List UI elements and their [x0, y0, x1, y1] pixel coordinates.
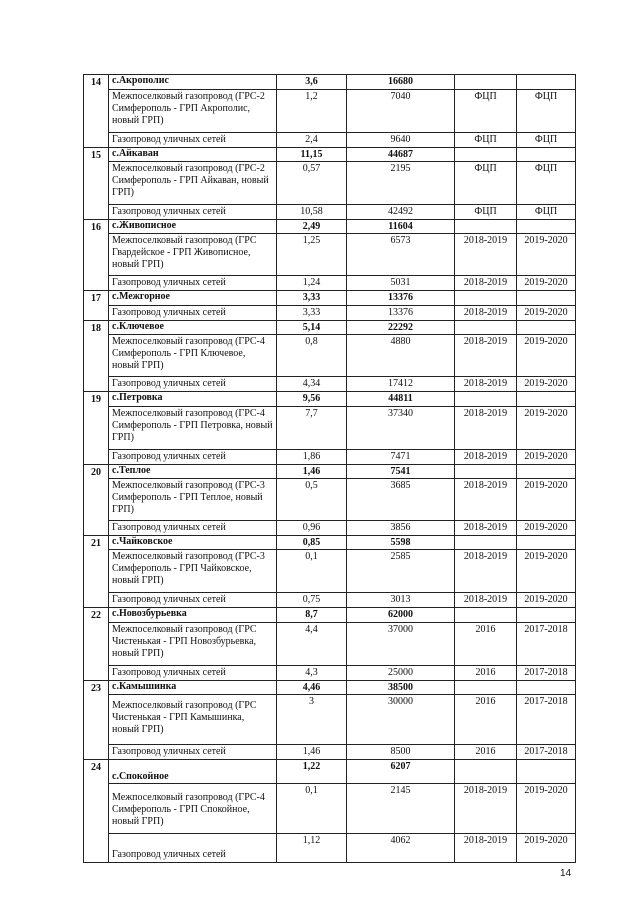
row-number: 24: [84, 760, 109, 863]
pipeline-length: 1,25: [277, 234, 347, 276]
pipeline-cost: 6573: [347, 234, 455, 276]
village-length: 9,56: [277, 392, 347, 407]
pipeline-cost: 2145: [347, 784, 455, 834]
village-cost: 44811: [347, 392, 455, 407]
pipeline-length: 4,3: [277, 666, 347, 681]
construction-period: ФЦП: [517, 162, 576, 205]
village-name: с.Камышинка: [109, 681, 277, 695]
row-number: 22: [84, 608, 109, 681]
design-period: 2018-2019: [455, 306, 517, 321]
empty-cell: [455, 760, 517, 784]
pipeline-description: Межпоселковый газопровод (ГРС-3 Симферополь - ГРП Чайковское, новый ГРП): [109, 550, 277, 593]
pipeline-row: [84, 784, 576, 834]
village-name: с.Спокойное: [109, 760, 277, 784]
pipeline-row: [84, 234, 576, 276]
pipeline-length: 0,5: [277, 479, 347, 521]
construction-period: 2019-2020: [517, 593, 576, 608]
empty-cell: [455, 681, 517, 695]
design-period: ФЦП: [455, 90, 517, 133]
construction-period: 2019-2020: [517, 550, 576, 593]
village-cost: 22292: [347, 321, 455, 335]
village-length: 1,46: [277, 465, 347, 479]
pipeline-cost: 3013: [347, 593, 455, 608]
design-period: 2016: [455, 666, 517, 681]
pipeline-description: Газопровод уличных сетей: [109, 306, 277, 321]
construction-period: 2019-2020: [517, 784, 576, 834]
pipeline-description: Газопровод уличных сетей: [109, 834, 277, 863]
pipeline-length: 0,96: [277, 521, 347, 536]
construction-period: 2019-2020: [517, 276, 576, 291]
construction-period: ФЦП: [517, 133, 576, 148]
pipeline-row: [84, 623, 576, 666]
pipeline-description: Межпоселковый газопровод (ГРС-4 Симферополь - ГРП Спокойное, новый ГРП): [109, 784, 277, 834]
empty-cell: [517, 681, 576, 695]
pipeline-cost: 5031: [347, 276, 455, 291]
pipeline-row: [84, 407, 576, 450]
village-cost: 16680: [347, 75, 455, 90]
row-number: 17: [84, 291, 109, 321]
pipeline-cost: 17412: [347, 377, 455, 392]
construction-period: 2017-2018: [517, 666, 576, 681]
pipeline-cost: 37340: [347, 407, 455, 450]
village-length: 3,6: [277, 75, 347, 90]
pipeline-description: Газопровод уличных сетей: [109, 377, 277, 392]
design-period: 2018-2019: [455, 550, 517, 593]
pipeline-row: [84, 335, 576, 377]
pipeline-cost: 8500: [347, 745, 455, 760]
pipeline-row: [84, 521, 576, 536]
pipeline-row: [84, 450, 576, 465]
design-period: 2018-2019: [455, 377, 517, 392]
pipeline-cost: 2585: [347, 550, 455, 593]
construction-period: 2019-2020: [517, 234, 576, 276]
village-row: [84, 681, 576, 695]
pipeline-cost: 7471: [347, 450, 455, 465]
village-name: с.Межгорное: [109, 291, 277, 306]
pipeline-row: [84, 479, 576, 521]
village-length: 0,85: [277, 536, 347, 550]
row-number: 18: [84, 321, 109, 392]
pipeline-cost: 13376: [347, 306, 455, 321]
village-cost: 44687: [347, 148, 455, 162]
row-number: 16: [84, 220, 109, 291]
pipeline-description: Газопровод уличных сетей: [109, 450, 277, 465]
empty-cell: [517, 465, 576, 479]
table-body: [84, 75, 576, 863]
empty-cell: [517, 321, 576, 335]
pipeline-description: Межпоселковый газопровод (ГРС Чистенькая - ГРП Новозбурьевка, новый ГРП): [109, 623, 277, 666]
pipeline-row: [84, 90, 576, 133]
pipeline-description: Газопровод уличных сетей: [109, 593, 277, 608]
design-period: 2018-2019: [455, 407, 517, 450]
village-row: [84, 536, 576, 550]
pipeline-cost: 37000: [347, 623, 455, 666]
village-name: с.Ключевое: [109, 321, 277, 335]
pipeline-cost: 4880: [347, 335, 455, 377]
pipeline-length: 0,8: [277, 335, 347, 377]
village-length: 11,15: [277, 148, 347, 162]
pipeline-description: Газопровод уличных сетей: [109, 521, 277, 536]
pipeline-row: [84, 162, 576, 205]
village-row: [84, 392, 576, 407]
pipeline-cost: 3685: [347, 479, 455, 521]
construction-period: 2017-2018: [517, 623, 576, 666]
village-name: с.Новозбурьевка: [109, 608, 277, 623]
construction-period: ФЦП: [517, 205, 576, 220]
row-number: 19: [84, 392, 109, 465]
design-period: 2016: [455, 745, 517, 760]
pipeline-cost: 25000: [347, 666, 455, 681]
pipeline-length: 0,1: [277, 784, 347, 834]
pipeline-length: 2,4: [277, 133, 347, 148]
pipeline-row: [84, 550, 576, 593]
empty-cell: [517, 392, 576, 407]
pipeline-row: [84, 695, 576, 745]
design-period: 2018-2019: [455, 234, 517, 276]
design-period: 2018-2019: [455, 521, 517, 536]
pipeline-description: Газопровод уличных сетей: [109, 745, 277, 760]
village-cost: 5598: [347, 536, 455, 550]
pipeline-cost: 4062: [347, 834, 455, 863]
empty-cell: [517, 75, 576, 90]
village-row: [84, 321, 576, 335]
empty-cell: [455, 148, 517, 162]
construction-period: 2019-2020: [517, 521, 576, 536]
pipeline-length: 0,1: [277, 550, 347, 593]
construction-period: 2019-2020: [517, 834, 576, 863]
pipeline-description: Межпоселковый газопровод (ГРС-3 Симферополь - ГРП Теплое, новый ГРП): [109, 479, 277, 521]
design-period: ФЦП: [455, 133, 517, 148]
construction-period: 2017-2018: [517, 745, 576, 760]
pipeline-row: [84, 834, 576, 863]
pipeline-length: 7,7: [277, 407, 347, 450]
empty-cell: [455, 321, 517, 335]
empty-cell: [455, 291, 517, 306]
pipeline-length: 1,46: [277, 745, 347, 760]
pipeline-row: [84, 666, 576, 681]
village-length: 5,14: [277, 321, 347, 335]
village-length: 4,46: [277, 681, 347, 695]
village-row: [84, 608, 576, 623]
village-cost: 13376: [347, 291, 455, 306]
village-name: с.Живописное: [109, 220, 277, 234]
village-length: 1,22: [277, 760, 347, 784]
design-period: 2018-2019: [455, 335, 517, 377]
construction-period: ФЦП: [517, 90, 576, 133]
construction-period: 2017-2018: [517, 695, 576, 745]
construction-period: 2019-2020: [517, 407, 576, 450]
pipeline-description: Газопровод уличных сетей: [109, 205, 277, 220]
pipeline-cost: 3856: [347, 521, 455, 536]
village-length: 2,49: [277, 220, 347, 234]
empty-cell: [517, 148, 576, 162]
design-period: 2018-2019: [455, 834, 517, 863]
village-name: с.Чайковское: [109, 536, 277, 550]
pipeline-row: [84, 133, 576, 148]
village-length: 8,7: [277, 608, 347, 623]
village-row: [84, 148, 576, 162]
pipeline-row: [84, 306, 576, 321]
pipeline-description: Межпоселковый газопровод (ГРС-4 Симферополь - ГРП Петровка, новый ГРП): [109, 407, 277, 450]
design-period: ФЦП: [455, 162, 517, 205]
design-period: 2018-2019: [455, 593, 517, 608]
construction-period: 2019-2020: [517, 479, 576, 521]
empty-cell: [455, 465, 517, 479]
design-period: 2018-2019: [455, 450, 517, 465]
village-cost: 7541: [347, 465, 455, 479]
pipeline-length: 10,58: [277, 205, 347, 220]
village-cost: 62000: [347, 608, 455, 623]
village-name: с.Акрополис: [109, 75, 277, 90]
empty-cell: [455, 75, 517, 90]
village-cost: 38500: [347, 681, 455, 695]
pipeline-row: [84, 377, 576, 392]
empty-cell: [455, 536, 517, 550]
row-number: 23: [84, 681, 109, 760]
row-number: 15: [84, 148, 109, 220]
page-number: 14: [560, 868, 572, 879]
pipeline-cost: 30000: [347, 695, 455, 745]
design-period: ФЦП: [455, 205, 517, 220]
village-length: 3,33: [277, 291, 347, 306]
pipeline-description: Межпоселковый газопровод (ГРС Чистенькая - ГРП Камышинка, новый ГРП): [109, 695, 277, 745]
pipeline-description: Газопровод уличных сетей: [109, 666, 277, 681]
empty-cell: [455, 220, 517, 234]
pipeline-length: 3: [277, 695, 347, 745]
design-period: 2016: [455, 695, 517, 745]
pipeline-length: 4,4: [277, 623, 347, 666]
construction-period: 2019-2020: [517, 335, 576, 377]
village-cost: 11604: [347, 220, 455, 234]
pipeline-length: 0,57: [277, 162, 347, 205]
pipeline-length: 3,33: [277, 306, 347, 321]
village-row: [84, 291, 576, 306]
empty-cell: [517, 220, 576, 234]
pipeline-row: [84, 276, 576, 291]
pipeline-length: 0,75: [277, 593, 347, 608]
empty-cell: [517, 608, 576, 623]
pipeline-length: 1,86: [277, 450, 347, 465]
row-number: 14: [84, 75, 109, 148]
pipeline-row: [84, 593, 576, 608]
village-name: с.Теплое: [109, 465, 277, 479]
construction-period: 2019-2020: [517, 377, 576, 392]
village-row: [84, 75, 576, 90]
design-period: 2018-2019: [455, 479, 517, 521]
pipeline-description: Межпоселковый газопровод (ГРС-2 Симферополь - ГРП Акрополис, новый ГРП): [109, 90, 277, 133]
pipeline-length: 1,2: [277, 90, 347, 133]
design-period: 2018-2019: [455, 276, 517, 291]
pipeline-cost: 42492: [347, 205, 455, 220]
village-cost: 6207: [347, 760, 455, 784]
pipeline-length: 1,24: [277, 276, 347, 291]
empty-cell: [455, 608, 517, 623]
pipeline-description: Газопровод уличных сетей: [109, 276, 277, 291]
empty-cell: [517, 291, 576, 306]
pipeline-row: [84, 745, 576, 760]
pipeline-description: Межпоселковый газопровод (ГРС-2 Симферополь - ГРП Айкаван, новый ГРП): [109, 162, 277, 205]
village-row: [84, 220, 576, 234]
empty-cell: [517, 536, 576, 550]
pipeline-length: 1,12: [277, 834, 347, 863]
village-name: с.Петровка: [109, 392, 277, 407]
pipeline-cost: 2195: [347, 162, 455, 205]
row-number: 20: [84, 465, 109, 536]
village-row: [84, 760, 576, 784]
pipeline-description: Газопровод уличных сетей: [109, 133, 277, 148]
village-name: с.Айкаван: [109, 148, 277, 162]
pipeline-description: Межпоселковый газопровод (ГРС Гвардейское - ГРП Живописное, новый ГРП): [109, 234, 277, 276]
gas-pipeline-table: [83, 74, 576, 863]
design-period: 2018-2019: [455, 784, 517, 834]
pipeline-row: [84, 205, 576, 220]
village-row: [84, 465, 576, 479]
empty-cell: [455, 392, 517, 407]
pipeline-description: Межпоселковый газопровод (ГРС-4 Симферополь - ГРП Ключевое, новый ГРП): [109, 335, 277, 377]
construction-period: 2019-2020: [517, 306, 576, 321]
row-number: 21: [84, 536, 109, 608]
empty-cell: [517, 760, 576, 784]
pipeline-length: 4,34: [277, 377, 347, 392]
design-period: 2016: [455, 623, 517, 666]
pipeline-cost: 7040: [347, 90, 455, 133]
pipeline-cost: 9640: [347, 133, 455, 148]
construction-period: 2019-2020: [517, 450, 576, 465]
